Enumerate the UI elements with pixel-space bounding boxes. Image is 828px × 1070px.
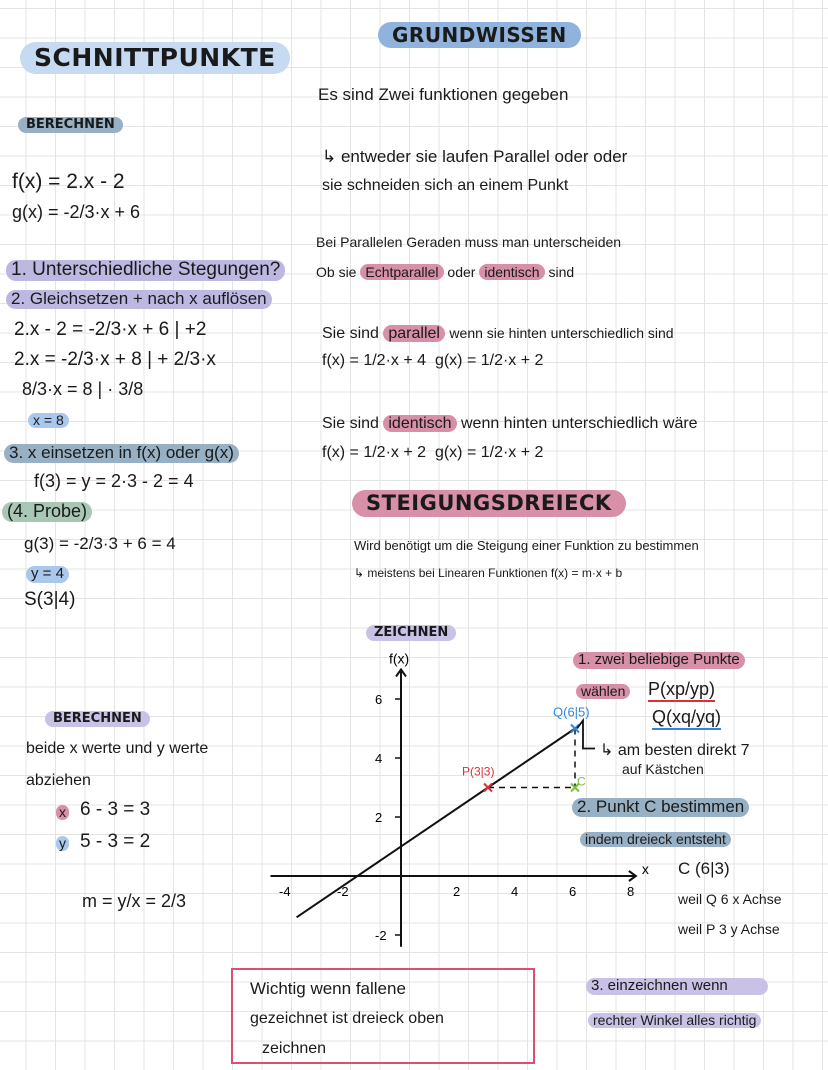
equation-5: f(3) = y = 2·3 - 2 = 4	[34, 471, 194, 491]
y-tick-label: 6	[375, 692, 383, 707]
example-g: g(x) = 1/2·x + 2	[434, 444, 544, 461]
basics-line-2: ↳ entweder sie laufen Parallel oder oder	[322, 147, 628, 166]
basics-line-3: sie schneiden sich an einem Punkt	[322, 177, 569, 194]
y-axis-label: f(x)	[389, 650, 410, 667]
text: oder	[447, 264, 476, 280]
step-4: (4. Probe)	[2, 502, 92, 522]
text: Ob sie	[316, 264, 357, 280]
basics-line-4: Bei Parallelen Geraden muss man unterscheiden	[316, 234, 622, 250]
steigung-desc-2: ↳ meistens bei Linearen Funktionen f(x) = m·x + b	[354, 566, 623, 580]
highlight-echtparallel: Echtparallel	[360, 264, 443, 280]
step-choose-points-2: wählen	[576, 684, 630, 699]
step-1: 1. Unterschiedliche Stegungen?	[6, 260, 285, 281]
x-tick-label: -2	[337, 884, 349, 899]
x-tick-label: 8	[627, 884, 635, 899]
x-tick-label: -4	[279, 884, 291, 899]
section-title-steigungsdreieck: STEIGUNGSDREIECK	[352, 490, 626, 517]
step-choose-points: 1. zwei beliebige Punkte	[573, 652, 745, 669]
example-f: f(x) = 1/2·x + 2	[322, 444, 427, 461]
step-draw: 3. einzeichnen wenn	[586, 978, 768, 995]
subheading-berechnen-2: BERECHNEN	[45, 711, 150, 727]
function-line	[297, 729, 575, 918]
equation-1: 2.x - 2 = -2/3·x + 6 | +2	[14, 319, 207, 340]
x-tick-label: 2	[453, 884, 461, 899]
text: sind	[548, 264, 575, 280]
calc2-line-2: abziehen	[26, 772, 91, 789]
calc2-line-1: beide x werte und y werte	[26, 740, 209, 757]
basics-line-1: Es sind Zwei funktionen gegeben	[318, 85, 569, 104]
y-tick-label: 2	[375, 810, 383, 825]
text: Sie sind	[322, 325, 379, 342]
note-line-1: Wichtig wenn fallene	[250, 979, 406, 998]
section-title-schnittpunkte: SCHNITTPUNKTE	[20, 42, 290, 74]
highlight-parallel: parallel	[383, 325, 445, 342]
y-difference: 5 - 3 = 2	[80, 831, 151, 852]
text: Sie sind	[322, 415, 379, 432]
example-g: g(x) = 1/2·x + 2	[434, 352, 544, 369]
subheading-zeichnen: ZEICHNEN	[366, 625, 456, 641]
equation-7: y = 4	[26, 566, 69, 583]
text: wenn hinten unterschiedlich wäre	[460, 415, 698, 432]
x-difference: 6 - 3 = 3	[80, 799, 151, 820]
step-point-c-2: indem dreieck entsteht	[580, 832, 731, 847]
highlight-identisch: identisch	[383, 415, 456, 432]
example-f: f(x) = 1/2·x + 4	[322, 352, 427, 369]
highlight-identisch: identisch	[479, 264, 544, 280]
slope-formula: m = y/x = 2/3	[82, 891, 187, 911]
equation-6: g(3) = -2/3·3 + 6 = 4	[24, 534, 176, 553]
equation-3: 8/3·x = 8 | · 3/8	[22, 379, 144, 399]
point-q-label: Q(6|5)	[553, 704, 590, 720]
x-axis-label: x	[641, 861, 649, 877]
step-draw-2: rechter Winkel alles richtig	[588, 1013, 761, 1028]
equation-4: x = 8	[28, 413, 69, 428]
intersection-result: S(3|4)	[24, 589, 76, 610]
point-p-label: P(3|3)	[462, 764, 495, 779]
x-tick-label: 6	[569, 884, 577, 899]
y-tick-label: -2	[375, 928, 387, 943]
x-tick-label: 4	[511, 884, 519, 899]
hint-arrow-icon	[577, 721, 595, 749]
point-c-coords: C (6|3)	[678, 859, 730, 878]
step-3: 3. x einsetzen in f(x) oder g(x)	[4, 444, 239, 463]
text: wenn sie hinten unterschiedlich sind	[449, 325, 674, 341]
note-line-3: zeichnen	[262, 1040, 327, 1057]
point-p-generic: P(xp/yp)	[648, 680, 715, 702]
note-line-2: gezeichnet ist dreieck oben	[250, 1010, 444, 1027]
y-label: y	[56, 836, 69, 851]
equation-2: 2.x = -2/3·x + 8 | + 2/3·x	[14, 349, 216, 370]
function-f: f(x) = 2.x - 2	[12, 170, 125, 193]
reason-x: weil Q 6 x Achse	[678, 891, 782, 907]
point-q-generic: Q(xq/yq)	[652, 708, 721, 730]
step-2: 2. Gleichsetzen + nach x auflösen	[6, 290, 272, 309]
subheading-berechnen: BERECHNEN	[18, 117, 123, 133]
section-title-grundwissen: GRUNDWISSEN	[378, 22, 581, 48]
y-tick-label: 4	[375, 751, 383, 766]
point-c-label: C	[577, 774, 586, 789]
hint-line-2: auf Kästchen	[622, 761, 704, 777]
x-label: x	[56, 805, 69, 820]
reason-y: weil P 3 y Achse	[678, 921, 780, 937]
function-g: g(x) = -2/3·x + 6	[12, 202, 141, 222]
step-point-c: 2. Punkt C bestimmen	[572, 798, 749, 817]
hint-line-1: ↳ am besten direkt 7	[600, 742, 750, 759]
steigung-desc-1: Wird benötigt um die Steigung einer Funktion zu bestimmen	[354, 538, 699, 553]
